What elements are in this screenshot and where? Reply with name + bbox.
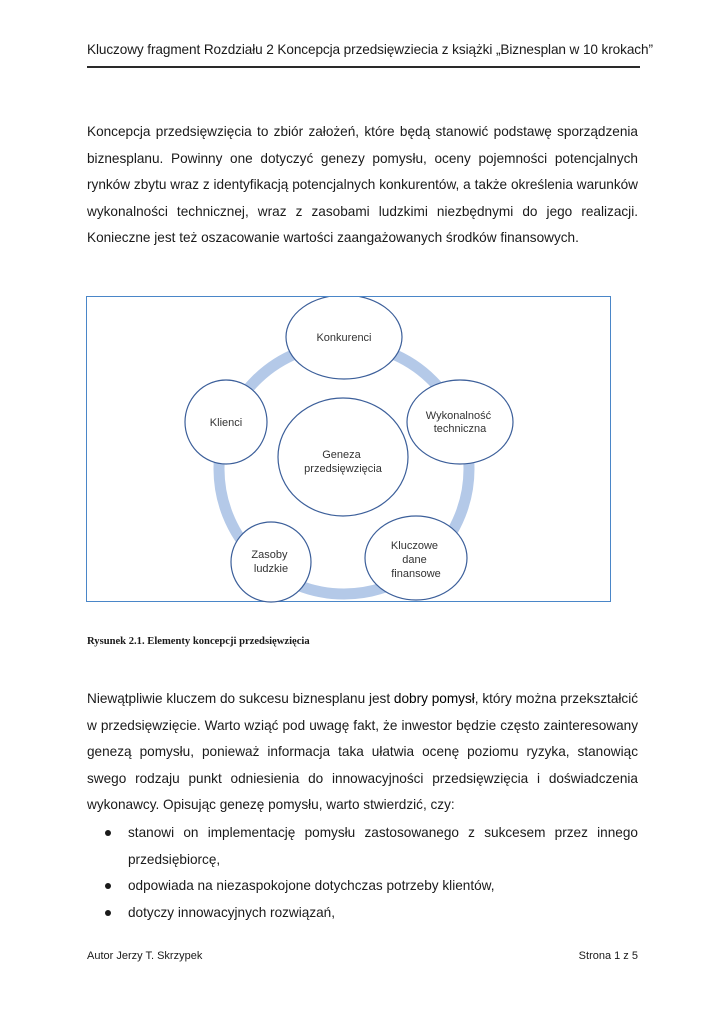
figure-caption: Rysunek 2.1. Elementy koncepcji przedsięwzięcia: [87, 636, 310, 647]
node-zasoby-label: Zasoby ludzkie: [251, 549, 289, 575]
list-item-text: odpowiada na niezaspokojone dotychczas potrzeby klientów,: [128, 878, 495, 893]
second-paragraph-start: Niewątpliwie kluczem do sukcesu biznesplanu jest: [87, 691, 394, 706]
list-item: [87, 873, 638, 900]
footer-author: Autor Jerzy T. Skrzypek: [87, 950, 203, 962]
list-item-text: stanowi on implementację pomysłu zastosowanego z sukcesem przez innego przedsiębiorcę,: [128, 825, 638, 867]
second-paragraph-end: , który można przekształcić w przedsięwzięcie. Warto wziąć pod uwagę fakt, że inwestor będzie często zainteresowany genezą pomysłu, ponieważ informacja taka ułatwia ocenę poziomu ryzyka, stanowiąc swego rodzaju punkt odniesienia do innowacyjności przedsięwzięcia i doświadczenia wykonawcy. Opisując genezę pomysłu, warto stwierdzić, czy:: [87, 691, 639, 812]
center-node-label: Geneza przedsięwzięcia: [304, 449, 382, 475]
diagram-canvas: [87, 297, 612, 603]
bullet-icon: [105, 883, 111, 889]
list-item-text: dotyczy innowacyjnych rozwiązań,: [128, 904, 336, 920]
node-wykonalnosc-label: Wykonalność techniczna: [425, 410, 492, 435]
node-zasoby: [231, 522, 311, 602]
highlighted-phrase: dobry pomysł: [393, 691, 475, 706]
concept-diagram: [86, 296, 611, 602]
list-item: [87, 820, 638, 873]
bullet-icon: [105, 910, 111, 916]
footer-page-number: Strona 1 z 5: [578, 950, 638, 962]
bullet-icon: [105, 830, 111, 836]
second-paragraph: [87, 686, 638, 819]
node-wykonalnosc: [407, 380, 513, 464]
node-konkurenci-label: Konkurenci: [316, 332, 372, 344]
intro-paragraph: Koncepcja przedsięwzięcia to zbiór założeń, które będą stanowić podstawę sporządzenia biznesplanu. Powinny one dotyczyć genezy pomysłu, oceny pojemności potencjalnych rynków zbytu wraz z identyfikacją potencjalnych konkurentów, a także określenia warunków wykonalności technicznej, wraz z zasobami ludzkimi niezbędnymi do jego realizacji. Konieczne jest też oszacowanie wartości zaangażowanych środków finansowych.: [87, 124, 638, 245]
list-item: [87, 900, 638, 927]
criteria-list: [87, 820, 638, 926]
node-finanse-label: Kluczowe dane finansowe: [390, 540, 441, 580]
header-divider: [87, 66, 640, 68]
node-klienci-label: Klienci: [209, 417, 243, 429]
page-header-title: Kluczowy fragment Rozdziału 2 Koncepcja przedsięwziecia z książki „Biznesplan w 10 krokach”: [87, 42, 653, 57]
